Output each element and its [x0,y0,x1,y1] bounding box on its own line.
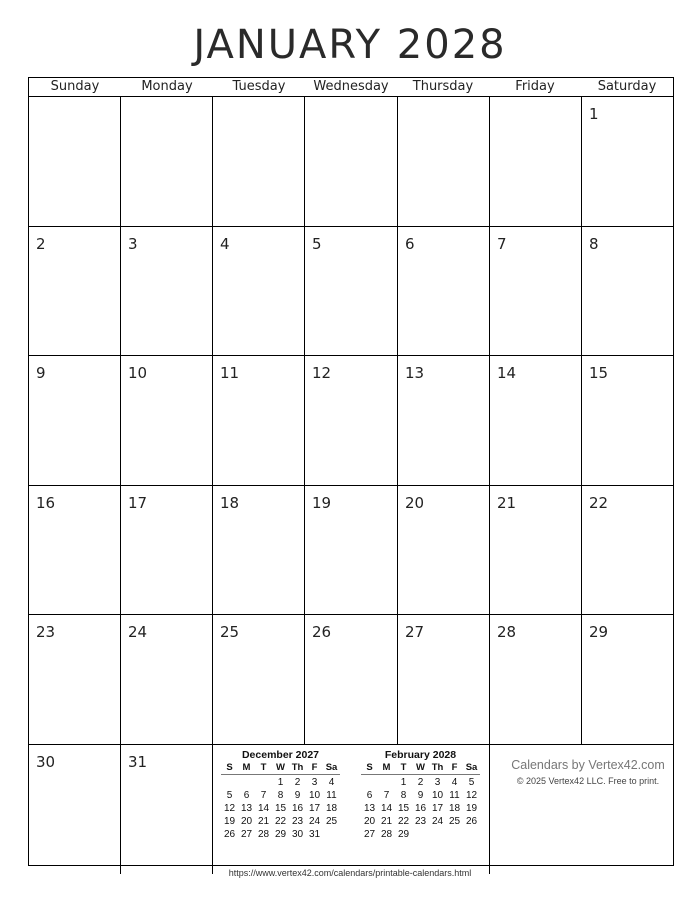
day-cell [490,227,582,357]
mini-day: 20 [240,815,253,827]
mini-day: 25 [448,815,461,827]
mini-weekday-header: F [446,762,463,775]
mini-day: 31 [308,828,321,840]
day-cell [121,486,213,616]
mini-weekday-header: Th [289,762,306,775]
mini-day [255,775,272,789]
day-cell [490,615,582,745]
mini-day: 10 [308,789,321,801]
mini-day: 28 [380,828,393,840]
day-cell [121,745,213,875]
mini-day [323,827,340,840]
mini-day: 9 [294,789,301,801]
day-number: 7 [497,234,507,253]
day-number: 11 [220,364,240,382]
day-number: 13 [405,364,425,382]
mini-day [361,775,378,789]
mini-day: 23 [414,815,427,827]
footer-url[interactable]: https://www.vertex42.com/calendars/printable-calendars.html [228,868,472,878]
mini-day: 24 [431,815,444,827]
mini-day: 4 [328,776,335,788]
day-number: 4 [220,234,230,253]
mini-day: 29 [274,828,287,840]
day-cell [490,486,582,616]
mini-day: 2 [417,776,424,788]
day-cell [490,356,582,486]
day-number: 20 [405,493,425,512]
mini-day: 19 [223,815,236,827]
mini-day: 25 [325,815,338,827]
mini-day: 27 [240,828,253,840]
brand-copyright: © 2025 Vertex42 LLC. Free to print. [516,776,660,786]
day-cell [29,615,121,745]
mini-calendar-title: December 2027 [241,749,320,761]
day-cell [582,486,673,616]
mini-day: 2 [294,776,301,788]
day-cell [121,97,213,227]
day-number: 5 [312,234,322,253]
mini-weekday-header: W [272,762,289,775]
mini-day: 18 [325,802,338,814]
mini-day: 3 [311,776,318,788]
day-cell [29,486,121,616]
mini-day: 26 [223,828,236,840]
day-number: 21 [497,493,517,512]
mini-day: 21 [257,815,270,827]
mini-day: 17 [308,802,321,814]
day-number: 14 [497,364,517,382]
day-cell [398,615,490,745]
mini-day: 20 [363,815,376,827]
mini-day: 24 [308,815,321,827]
mini-day: 12 [223,802,236,814]
mini-day [429,827,446,840]
day-number: 6 [405,234,415,253]
day-cell [213,97,305,227]
mini-day: 8 [400,789,407,801]
mini-day: 14 [257,802,270,814]
mini-weekday-header: T [255,762,272,775]
day-cell [29,97,121,227]
mini-day: 19 [465,802,478,814]
mini-day: 10 [431,789,444,801]
day-grid [29,97,673,865]
mini-calendar-table [221,762,340,840]
day-number: 23 [36,623,56,641]
day-cell [398,486,490,616]
day-number: 31 [128,752,148,771]
mini-day: 22 [274,815,287,827]
mini-day: 7 [383,789,390,801]
day-cell [305,356,398,486]
mini-day: 1 [400,776,407,788]
day-number: 27 [405,623,425,641]
mini-day: 8 [277,789,284,801]
day-cell [305,97,398,227]
mini-day: 12 [465,789,478,801]
calendar-grid [28,77,674,866]
day-cell [29,227,121,357]
day-cell [305,615,398,745]
day-cell [398,97,490,227]
mini-day [412,827,429,840]
day-number: 28 [497,623,517,641]
mini-calendar-table [361,762,480,840]
mini-day: 5 [468,776,475,788]
mini-weekday-header: W [412,762,429,775]
day-cell [213,356,305,486]
day-cell [121,615,213,745]
mini-calendar-title: February 2028 [384,749,457,761]
mini-day: 13 [363,802,376,814]
mini-day [238,775,255,789]
weekday-header: Tuesday [232,79,286,94]
day-number: 9 [36,364,46,382]
mini-weekday-header: Th [429,762,446,775]
day-number: 19 [312,493,332,512]
mini-day: 13 [240,802,253,814]
mini-day: 29 [397,828,410,840]
day-number: 2 [36,234,46,253]
day-number: 16 [36,493,56,512]
mini-weekday-header: F [306,762,323,775]
mini-day [378,775,395,789]
weekday-header: Wednesday [313,79,389,94]
mini-day: 16 [291,802,304,814]
day-cell [29,745,121,875]
mini-day: 22 [397,815,410,827]
day-number: 22 [589,493,609,512]
mini-day: 6 [366,789,373,801]
mini-weekday-header: S [221,762,238,775]
mini-calendar-december [221,749,340,840]
day-cell [305,227,398,357]
day-number: 1 [589,105,599,123]
mini-day [446,827,463,840]
day-cell [582,356,673,486]
day-number: 24 [128,623,148,641]
calendar-title: JANUARY 2028 [193,22,507,68]
day-number: 18 [220,493,240,512]
day-number: 12 [312,364,332,382]
day-cell [213,486,305,616]
day-cell [582,227,673,357]
mini-day: 15 [274,802,287,814]
day-cell [305,486,398,616]
mini-weekday-header: Sa [323,762,340,775]
brand-block [501,758,675,786]
mini-day: 1 [277,776,284,788]
day-cell [213,615,305,745]
mini-day: 27 [363,828,376,840]
day-cell [398,227,490,357]
mini-day: 5 [226,789,233,801]
mini-day: 3 [434,776,441,788]
mini-day: 17 [431,802,444,814]
weekday-header: Sunday [50,79,100,94]
day-cell [490,97,582,227]
mini-day: 14 [380,802,393,814]
mini-weekday-header: M [238,762,255,775]
mini-day: 28 [257,828,270,840]
mini-weekday-header: S [361,762,378,775]
day-cell [121,356,213,486]
mini-weekday-header: T [395,762,412,775]
day-cell [398,356,490,486]
mini-day: 30 [291,828,304,840]
mini-calendar-february [361,749,480,840]
day-number: 26 [312,623,332,641]
mini-weekday-header: Sa [463,762,480,775]
weekday-header: Friday [515,79,555,94]
mini-day: 15 [397,802,410,814]
mini-day: 26 [465,815,478,827]
brand-name: Calendars by Vertex42.com [511,758,665,772]
mini-weekday-header: M [378,762,395,775]
day-number: 8 [589,234,599,253]
day-number: 30 [36,752,56,771]
day-number: 10 [128,364,148,382]
weekday-header: Thursday [412,79,474,94]
weekday-header: Monday [141,79,193,94]
day-cell [582,615,673,745]
day-cell [213,227,305,357]
day-cell [29,356,121,486]
mini-day: 11 [449,789,460,801]
day-number: 15 [589,364,609,382]
mini-day: 4 [451,776,458,788]
weekday-header: Saturday [597,79,657,94]
mini-day: 6 [243,789,250,801]
day-number: 17 [128,493,148,512]
weekday-header-row [29,78,673,97]
mini-day: 23 [291,815,304,827]
mini-day: 16 [414,802,427,814]
mini-day [463,827,480,840]
day-number: 25 [220,623,240,641]
mini-day: 18 [448,802,461,814]
mini-day: 11 [326,789,337,801]
day-cell [582,97,673,227]
day-number: 3 [128,234,138,253]
mini-day: 9 [417,789,424,801]
mini-day [221,775,238,789]
mini-day: 21 [380,815,393,827]
mini-day: 7 [260,789,267,801]
day-cell [121,227,213,357]
day-number: 29 [589,623,609,641]
